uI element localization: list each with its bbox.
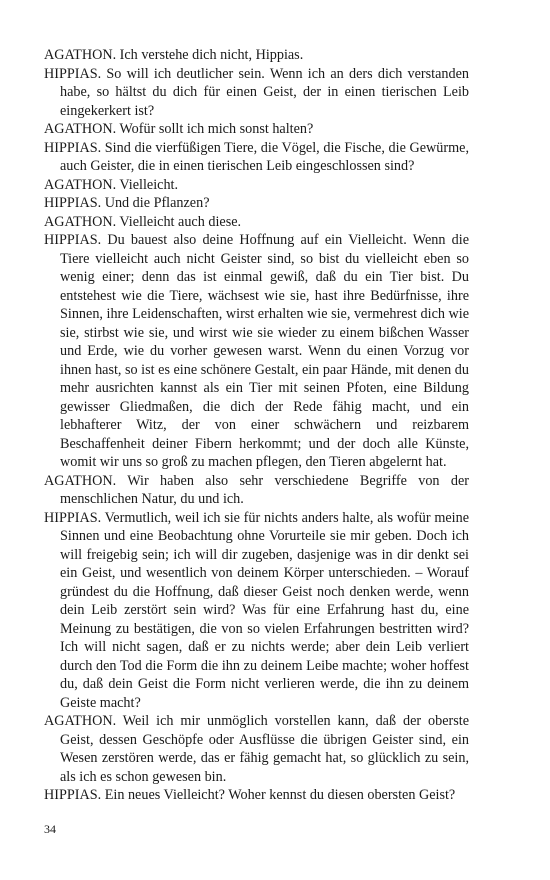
speech-hippias-5: HIPPIAS. Vermutlich, weil ich sie für nichts anders halte, als wofür meine Sinnen und eine Beobachtung ohne Vorurteile sie mir geben. Doch ich will freigebig sein; ich will dir zugeben, dasjenige was in dir denkt sei ein Geist, und wesentlich von deinem Körper unterschieden. – Worauf gründest du die Hoffnung, daß dieser Geist noch denken werde, wenn dein Leib zerstört sein wird? Was für eine Erfahrung hast du, eine Meinung zu bestätigen, die von so vielen Erfahrungen bestritten wird? Ich will nicht sagen, daß er zu nichts werde; aber dein Leib verliert durch den Tod die Form die ihn zu deinem Leibe machte; woher hoffest du, daß dein Geist die Form nicht verlieren werde, die ihn zu deinem Geiste macht?: [44, 509, 469, 711]
speech-agathon-5: AGATHON. Wir haben also sehr verschiedene Begriffe von der menschlichen Natur, du und ich.: [44, 472, 469, 507]
page-text: [44, 46, 469, 805]
speech-agathon-1: AGATHON. Ich verstehe dich nicht, Hippias.: [44, 47, 304, 63]
speech-hippias-6: HIPPIAS. Ein neues Vielleicht? Woher kennst du diesen obersten Geist?: [44, 787, 456, 803]
speech-hippias-1: HIPPIAS. So will ich deutlicher sein. Wenn ich an ders dich verstanden habe, so hältst du dich für einen Geist, der in einen tierischen Leib eingekerkert ist?: [44, 65, 469, 119]
speech-agathon-2: AGATHON. Wofür sollt ich mich sonst halten?: [44, 121, 314, 137]
page-number: 34: [44, 822, 56, 836]
speech-hippias-2: HIPPIAS. Sind die vierfüßigen Tiere, die Vögel, die Fische, die Gewürme, auch Geister, die in einen tierischen Leib eingeschlossen sind?: [44, 139, 469, 174]
speech-agathon-6: AGATHON. Weil ich mir unmöglich vorstellen kann, daß der oberste Geist, dessen Geschöpfe oder Ausflüsse die übrigen Geister sind, ein Wesen zerstören werde, das er fähig gemacht hat, so glücklich zu sein, als ich es schon gewesen bin.: [44, 713, 469, 785]
speech-hippias-3: HIPPIAS. Und die Pflanzen?: [44, 195, 210, 211]
speech-agathon-3: AGATHON. Vielleicht.: [44, 176, 179, 193]
speech-hippias-4: HIPPIAS. Du bauest also deine Hoffnung auf ein Vielleicht. Wenn die Tiere vielleicht auch nicht Geister sind, so bist du vielleicht eben so wenig einer; denn das ist einmal gewiß, daß du ein Tier bist. Du entstehest wie die Tiere, wächsest wie sie, hast ihre Bedürfnisse, ihre Sinnen, ihre Leidenschaften, wirst erhalten wie sie, vermehrest dich wie sie, stirbst wie sie, und wirst wie sie wieder zu einem bißchen Wasser und Erde, wie du vorher gewesen warst. Wenn du einen Vorzug vor ihnen hast, so ist es eine schönere Gestalt, ein paar Hände, mit denen du mehr ausrichten kannst als ein Tier mit seinen Pfoten, eine Bildung gewisser Gliedmaßen, die dich der Rede fähig macht, und ein lebhafterer Witz, der von einer schwächern und reizbarem Beschaffenheit deiner Fibern herkommt; und der doch alle Künste, womit wir uns so groß zu machen pflegen, den Tieren abgelernt hat.: [44, 232, 469, 470]
speech-agathon-4: AGATHON. Vielleicht auch diese.: [44, 213, 242, 230]
